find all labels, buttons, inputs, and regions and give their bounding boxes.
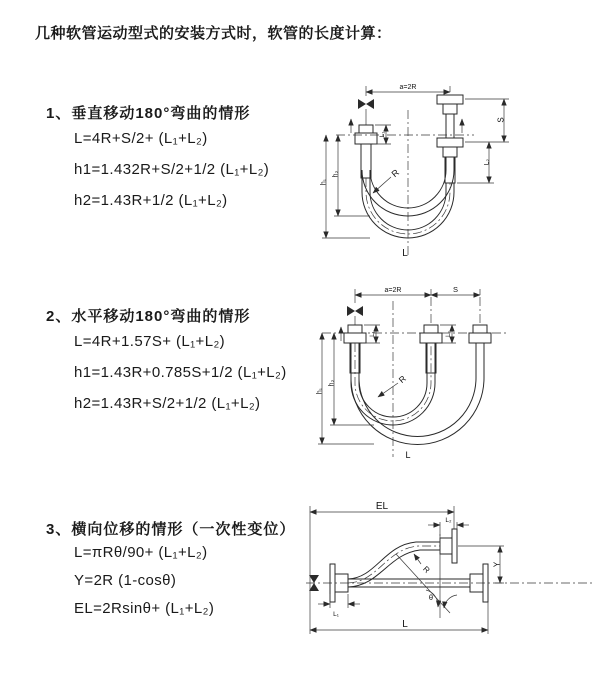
dim-label-s: S <box>452 285 459 294</box>
dim-label-l2: L₂ <box>483 158 491 166</box>
section-vertical-180 <box>46 102 269 216</box>
dim-label-l2: L₂ <box>445 517 452 524</box>
diagram-vertical-180-bend <box>308 70 600 262</box>
dim-label-h2: h₂ <box>332 170 340 178</box>
formula-line: h1=1.432R+S/2+1/2 (L₁+L₂) <box>74 161 270 178</box>
formula-line: L=πRθ/90+ (L₁+L₂) <box>74 544 208 561</box>
diagram-linework <box>306 506 594 634</box>
angle-theta-label: θ <box>428 593 434 602</box>
formula-line: h2=1.43R+S/2+1/2 (L₁+L₂) <box>74 395 261 412</box>
dim-label-a-2r: a=2R <box>384 287 402 294</box>
dim-label-a-2r: a=2R <box>399 84 417 91</box>
section-heading: 3、横向位移的情形（一次性变位） <box>46 521 296 538</box>
section-lateral-displacement <box>46 518 295 623</box>
formula-line: h2=1.43R+1/2 (L₁+L₂) <box>74 192 228 209</box>
formula-line: L=4R+S/2+ (L₁+L₂) <box>74 130 208 147</box>
diagram-linework <box>322 86 509 258</box>
dim-label-y: Y <box>492 561 502 568</box>
formula-line: h1=1.43R+0.785S+1/2 (L₁+L₂) <box>74 364 287 381</box>
section-horizontal-180 <box>46 305 287 419</box>
dim-label-el: EL <box>375 501 389 512</box>
section-heading: 1、垂直移动180°弯曲的情形 <box>46 105 251 122</box>
formula-line: Y=2R (1-cosθ) <box>74 572 177 589</box>
diagram-labels <box>321 84 506 259</box>
diagram-linework <box>318 289 508 457</box>
dim-label-h1: h₁ <box>316 387 324 395</box>
formula-line: EL=2Rsinθ+ (L₁+L₂) <box>74 600 215 617</box>
diagram-labels <box>333 501 501 630</box>
radius-label: R <box>421 564 432 575</box>
radius-label: R <box>389 167 402 180</box>
length-label: L <box>402 248 408 259</box>
dim-label-l1: L₁ <box>379 131 386 138</box>
diagram-lateral-displacement <box>300 498 600 653</box>
dim-label-h1: h₁ <box>320 178 328 186</box>
section-heading: 2、水平移动180°弯曲的情形 <box>46 308 251 325</box>
formula-line: L=4R+1.57S+ (L₁+L₂) <box>74 333 226 350</box>
dim-label-l2: L₂ <box>446 331 452 337</box>
length-label: L <box>405 450 411 460</box>
diagram-horizontal-180-bend <box>308 283 600 463</box>
dim-label-l1: L₁ <box>370 331 376 337</box>
page-title: 几种软管运动型式的安装方式时，软管的长度计算： <box>35 25 392 42</box>
dim-label-l: L <box>402 619 408 630</box>
radius-label: R <box>396 373 408 386</box>
dim-label-l1: L₁ <box>333 611 339 618</box>
dim-label-s: S <box>496 117 506 123</box>
dim-label-h2: h₂ <box>328 379 336 387</box>
